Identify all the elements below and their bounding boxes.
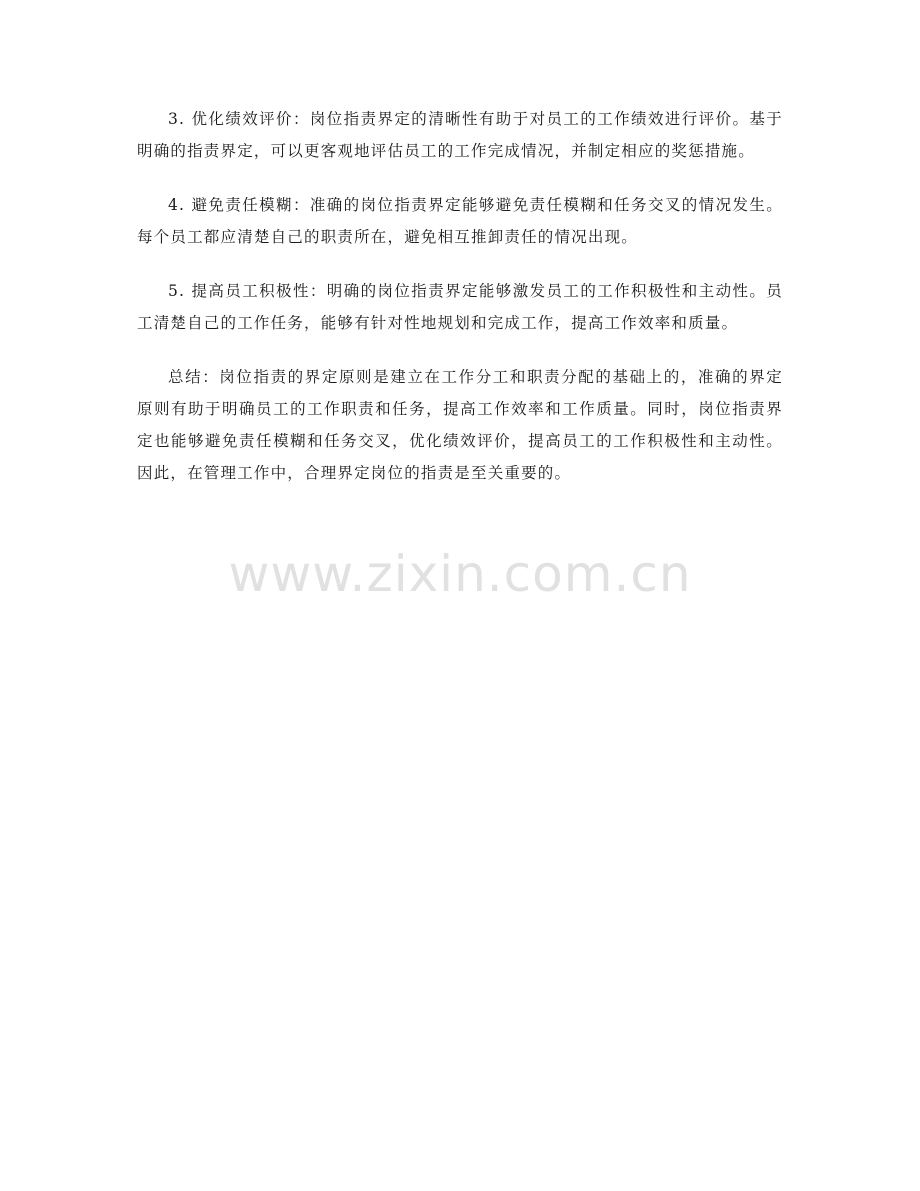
paragraph-optimize-evaluation: 3. 优化绩效评价：岗位指责界定的清晰性有助于对员工的工作绩效进行评价。基于明确的指责界定，可以更客观地评估员工的工作完成情况，并制定相应的奖惩措施。 [137,110,783,160]
paragraph-avoid-ambiguity: 4. 避免责任模糊：准确的岗位指责界定能够避免责任模糊和任务交叉的情况发生。每个员工都应清楚自己的职责所在，避免相互推卸责任的情况出现。 [137,196,783,246]
paragraph-summary: 总结：岗位指责的界定原则是建立在工作分工和职责分配的基础上的，准确的界定原则有助于明确员工的工作职责和任务，提高工作效率和工作质量。同时，岗位指责界定也能够避免责任模糊和任务交叉，优化绩效评价，提高员工的工作积极性和主动性。因此，在管理工作中，合理界定岗位的指责是至关重要的。 [137,368,783,482]
paragraph-motivation: 5. 提高员工积极性：明确的岗位指责界定能够激发员工的工作积极性和主动性。员工清楚自己的工作任务，能够有针对性地规划和完成工作，提高工作效率和质量。 [137,282,783,332]
document-body [137,103,783,511]
watermark: www.zixin.com.cn [228,545,692,603]
